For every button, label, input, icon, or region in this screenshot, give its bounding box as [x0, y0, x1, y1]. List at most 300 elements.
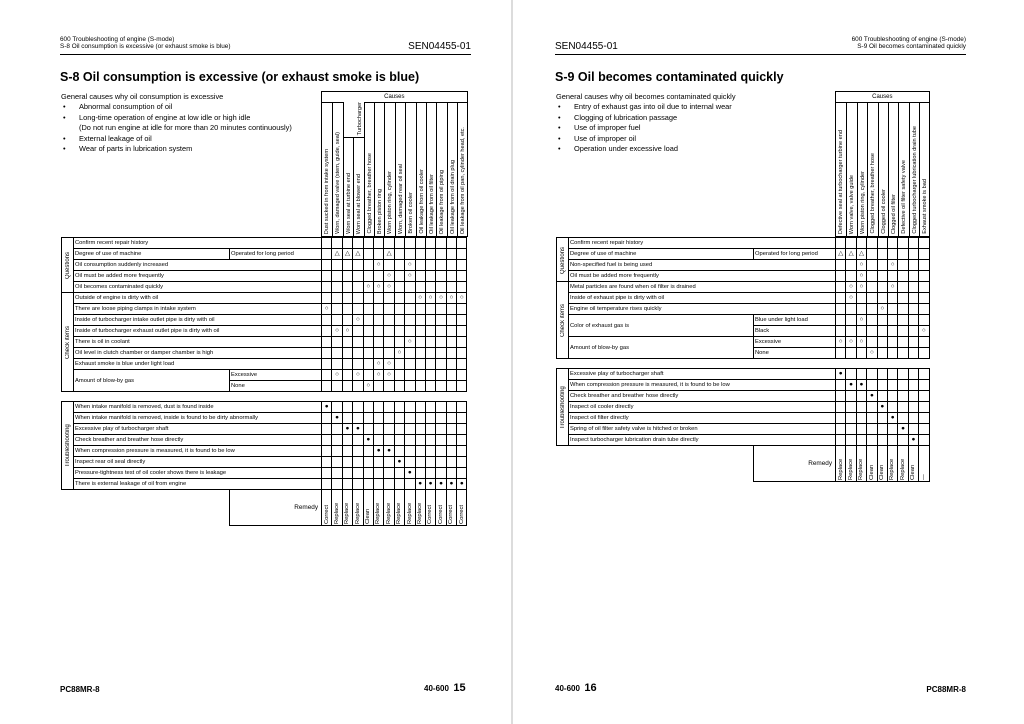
- mark-cell: [877, 293, 887, 304]
- mark-cell: [898, 304, 908, 315]
- cause-label: Worn piston ring, cylinder: [859, 170, 866, 234]
- row-label: Excessive play of turbocharger shaft: [74, 424, 322, 435]
- mark-cell: [436, 249, 446, 260]
- mark-cell: [405, 370, 415, 381]
- mark-cell: [353, 457, 363, 468]
- mark-cell: [446, 446, 456, 457]
- cause-column-header: [332, 102, 342, 236]
- mark-cell: ○: [887, 260, 897, 271]
- general-causes-title: General causes why oil becomes contaminated quickly: [556, 92, 736, 101]
- mark-cell: [846, 424, 856, 435]
- header-subsection: S-8 Oil consumption is excessive (or exhaust smoke is blue): [60, 43, 231, 50]
- remedy-label: Remedy: [230, 490, 322, 526]
- row-sublabel: Operated for long period: [754, 249, 836, 260]
- cause-column-header: [919, 102, 929, 236]
- remedy-cell: Replace: [394, 490, 404, 526]
- mark-cell: [405, 315, 415, 326]
- mark-cell: [856, 369, 866, 380]
- row-sublabel: Operated for long period: [230, 249, 322, 260]
- mark-cell: [898, 326, 908, 337]
- remedy-cell: Replace: [332, 490, 342, 526]
- mark-cell: [877, 282, 887, 293]
- mark-cell: [373, 479, 383, 490]
- cause-column-header: [447, 102, 457, 236]
- mark-cell: ●: [887, 413, 897, 424]
- mark-cell: [322, 348, 332, 359]
- mark-cell: [919, 424, 929, 435]
- mark-cell: [836, 271, 846, 282]
- cause-label: Worn seal at turbine end: [345, 173, 352, 234]
- cause-label: Clogged turbocharger lubrication drain tube: [911, 126, 918, 234]
- mark-cell: ●: [856, 380, 866, 391]
- mark-cell: [919, 348, 929, 359]
- row-label: Engine oil temperature rises quickly: [569, 304, 836, 315]
- cause-label: Broken piston ring: [377, 188, 383, 234]
- mark-cell: [384, 402, 394, 413]
- mark-cell: [887, 249, 897, 260]
- mark-cell: [425, 370, 435, 381]
- mark-cell: [877, 337, 887, 348]
- mark-cell: [836, 413, 846, 424]
- mark-cell: ○: [384, 370, 394, 381]
- mark-cell: ○: [415, 293, 425, 304]
- mark-cell: [898, 435, 908, 446]
- row-label: Amount of blow-by gas: [74, 370, 230, 392]
- mark-cell: [384, 304, 394, 315]
- mark-cell: [446, 370, 456, 381]
- mark-cell: ●: [405, 468, 415, 479]
- mark-cell: [342, 381, 352, 392]
- mark-cell: ●: [353, 424, 363, 435]
- table-row: [62, 249, 467, 260]
- mark-cell: [415, 337, 425, 348]
- mark-cell: [332, 238, 342, 249]
- mark-cell: ●: [384, 446, 394, 457]
- mark-cell: [436, 381, 446, 392]
- row-label: Pressure-tightness test of oil cooler shows there is leakage: [74, 468, 322, 479]
- table-row: [62, 370, 467, 381]
- mark-cell: [436, 337, 446, 348]
- mark-cell: [425, 424, 435, 435]
- cause-column-header: [395, 102, 405, 236]
- remedy-cell: Correct: [425, 490, 435, 526]
- mark-cell: [425, 326, 435, 337]
- general-cause-item: • Use of improper oil: [556, 134, 818, 144]
- mark-cell: ●: [867, 391, 877, 402]
- mark-cell: ○: [322, 304, 332, 315]
- mark-cell: [322, 413, 332, 424]
- mark-cell: [353, 260, 363, 271]
- mark-cell: ●: [342, 424, 352, 435]
- remedy-cell: Replace: [415, 490, 425, 526]
- mark-cell: [373, 468, 383, 479]
- remedy-row: [557, 446, 930, 482]
- page-header: [60, 36, 471, 55]
- mark-cell: [877, 326, 887, 337]
- mark-cell: [898, 282, 908, 293]
- mark-cell: ●: [415, 479, 425, 490]
- mark-cell: [353, 468, 363, 479]
- mark-cell: ●: [457, 479, 467, 490]
- mark-cell: [898, 369, 908, 380]
- general-cause-item: • Wear of parts in lubrication system: [61, 144, 323, 154]
- mark-cell: ○: [856, 260, 866, 271]
- general-cause-item: • Abnormal consumption of oil: [61, 102, 323, 112]
- mark-cell: [353, 282, 363, 293]
- mark-cell: [856, 391, 866, 402]
- mark-cell: [908, 402, 918, 413]
- mark-cell: [415, 457, 425, 468]
- mark-cell: [898, 391, 908, 402]
- mark-cell: ○: [373, 260, 383, 271]
- group-check-items: Check items: [62, 293, 74, 392]
- mark-cell: [373, 315, 383, 326]
- mark-cell: [436, 271, 446, 282]
- mark-cell: [436, 402, 446, 413]
- row-label: Degree of use of machine: [74, 249, 230, 260]
- mark-cell: [446, 337, 456, 348]
- mark-cell: [394, 435, 404, 446]
- header-doc-code: SEN04455-01: [408, 41, 471, 52]
- mark-cell: [457, 249, 467, 260]
- mark-cell: [877, 348, 887, 359]
- mark-cell: ○: [836, 337, 846, 348]
- mark-cell: [908, 249, 918, 260]
- remedy-row: [62, 490, 467, 526]
- mark-cell: [877, 413, 887, 424]
- mark-cell: [322, 238, 332, 249]
- mark-cell: [373, 238, 383, 249]
- mark-cell: [856, 293, 866, 304]
- mark-cell: [322, 282, 332, 293]
- mark-cell: △: [836, 249, 846, 260]
- mark-cell: [877, 369, 887, 380]
- mark-cell: [373, 337, 383, 348]
- mark-cell: [342, 238, 352, 249]
- mark-cell: [898, 238, 908, 249]
- cause-label: Broken oil cooler: [408, 192, 415, 234]
- mark-cell: [394, 326, 404, 337]
- mark-cell: [836, 315, 846, 326]
- mark-cell: [436, 304, 446, 315]
- mark-cell: [363, 370, 373, 381]
- mark-cell: [332, 359, 342, 370]
- mark-cell: [446, 326, 456, 337]
- footer-model: PC88MR-8: [926, 685, 966, 694]
- mark-cell: [322, 479, 332, 490]
- cause-column-header: [322, 102, 332, 236]
- mark-cell: [363, 238, 373, 249]
- mark-cell: [332, 293, 342, 304]
- mark-cell: [457, 315, 467, 326]
- mark-cell: [919, 391, 929, 402]
- mark-cell: [425, 457, 435, 468]
- mark-cell: [887, 391, 897, 402]
- mark-cell: [836, 282, 846, 293]
- mark-cell: [436, 282, 446, 293]
- cause-column-header: [405, 102, 415, 236]
- mark-cell: [908, 424, 918, 435]
- mark-cell: [836, 424, 846, 435]
- row-label: Check breather and breather hose directly: [74, 435, 322, 446]
- mark-cell: [877, 424, 887, 435]
- mark-cell: [405, 326, 415, 337]
- mark-cell: [342, 435, 352, 446]
- cause-label: Worn valve, valve guide: [849, 174, 856, 234]
- mark-cell: [877, 315, 887, 326]
- mark-cell: [332, 271, 342, 282]
- mark-cell: ○: [363, 282, 373, 293]
- turbocharger-group-header: [343, 102, 364, 138]
- mark-cell: [405, 359, 415, 370]
- cause-column-header: [384, 102, 394, 236]
- mark-cell: [446, 238, 456, 249]
- mark-cell: [425, 249, 435, 260]
- mark-cell: [898, 315, 908, 326]
- mark-cell: [394, 260, 404, 271]
- mark-cell: [425, 402, 435, 413]
- mark-cell: [405, 381, 415, 392]
- mark-cell: [384, 381, 394, 392]
- remedy-cell: Replace: [846, 446, 856, 482]
- mark-cell: [394, 293, 404, 304]
- mark-cell: △: [353, 249, 363, 260]
- mark-cell: [919, 249, 929, 260]
- mark-cell: [867, 413, 877, 424]
- mark-cell: ○: [363, 381, 373, 392]
- mark-cell: [908, 326, 918, 337]
- remedy-cell: Replace: [353, 490, 363, 526]
- mark-cell: ●: [322, 402, 332, 413]
- mark-cell: [887, 348, 897, 359]
- row-label: Inspect oil cooler directly: [569, 402, 836, 413]
- turbocharger-label: Turbocharger: [356, 101, 363, 135]
- row-label: There are loose piping clamps in intake system: [74, 304, 322, 315]
- mark-cell: [919, 435, 929, 446]
- group-questions: Questions: [62, 238, 74, 293]
- mark-cell: [908, 238, 918, 249]
- general-cause-item: • Use of improper fuel: [556, 123, 818, 133]
- mark-cell: [353, 479, 363, 490]
- mark-cell: [425, 435, 435, 446]
- mark-cell: [425, 413, 435, 424]
- table-row: [557, 249, 930, 260]
- mark-cell: [846, 348, 856, 359]
- mark-cell: [846, 402, 856, 413]
- mark-cell: [353, 348, 363, 359]
- cause-label: Worn, damaged valve (stem, guide, seal): [335, 132, 342, 234]
- mark-cell: [394, 337, 404, 348]
- mark-cell: [373, 326, 383, 337]
- mark-cell: [856, 402, 866, 413]
- mark-cell: [446, 304, 456, 315]
- row-label: Confirm recent repair history: [74, 238, 322, 249]
- mark-cell: [436, 370, 446, 381]
- row-label: Excessive play of turbocharger shaft: [569, 369, 836, 380]
- table-row: [62, 304, 467, 315]
- troubleshooting-table: [556, 237, 929, 482]
- footer-page: [424, 682, 466, 694]
- mark-cell: [353, 446, 363, 457]
- mark-cell: [836, 391, 846, 402]
- page-15: [0, 0, 511, 724]
- mark-cell: [415, 304, 425, 315]
- mark-cell: [436, 359, 446, 370]
- mark-cell: ○: [846, 337, 856, 348]
- row-sublabel: Excessive: [754, 337, 836, 348]
- mark-cell: [846, 369, 856, 380]
- remedy-cell: Replace: [373, 490, 383, 526]
- mark-cell: [373, 293, 383, 304]
- mark-cell: [846, 315, 856, 326]
- mark-cell: ○: [856, 271, 866, 282]
- mark-cell: [867, 282, 877, 293]
- mark-cell: [919, 337, 929, 348]
- mark-cell: [353, 271, 363, 282]
- mark-cell: [425, 304, 435, 315]
- causes-label: Causes: [322, 92, 467, 103]
- mark-cell: [836, 402, 846, 413]
- mark-cell: ○: [405, 260, 415, 271]
- remedy-cell: Replace: [342, 490, 352, 526]
- mark-cell: [856, 304, 866, 315]
- mark-cell: ●: [836, 369, 846, 380]
- mark-cell: ○: [342, 326, 352, 337]
- mark-cell: ○: [877, 304, 887, 315]
- mark-cell: ○: [332, 326, 342, 337]
- header-subsection: S-9 Oil becomes contaminated quickly: [857, 43, 966, 50]
- remedy-cell: Replace: [887, 446, 897, 482]
- cause-column-header: [836, 102, 846, 236]
- mark-cell: [846, 304, 856, 315]
- mark-cell: [446, 435, 456, 446]
- mark-cell: [446, 315, 456, 326]
- group-troubleshooting: Troubleshooting: [62, 402, 74, 490]
- mark-cell: [363, 271, 373, 282]
- mark-cell: [405, 479, 415, 490]
- cause-column-header: [878, 102, 888, 236]
- mark-cell: [415, 260, 425, 271]
- mark-cell: [919, 271, 929, 282]
- remedy-cell: Correct: [457, 490, 467, 526]
- mark-cell: [394, 304, 404, 315]
- mark-cell: △: [846, 249, 856, 260]
- footer-section: 40-600: [424, 684, 449, 693]
- mark-cell: [846, 391, 856, 402]
- row-sublabel: None: [754, 348, 836, 359]
- mark-cell: [457, 282, 467, 293]
- mark-cell: [446, 457, 456, 468]
- mark-cell: [436, 260, 446, 271]
- page-16: [513, 0, 1024, 724]
- mark-cell: [446, 413, 456, 424]
- mark-cell: [384, 326, 394, 337]
- mark-cell: [353, 381, 363, 392]
- mark-cell: ●: [332, 413, 342, 424]
- cause-label: Defective oil filter safety valve: [901, 160, 908, 234]
- mark-cell: [415, 468, 425, 479]
- mark-cell: [384, 315, 394, 326]
- mark-cell: [342, 359, 352, 370]
- mark-cell: [405, 238, 415, 249]
- mark-cell: △: [332, 249, 342, 260]
- mark-cell: [856, 238, 866, 249]
- mark-cell: [322, 315, 332, 326]
- mark-cell: [846, 326, 856, 337]
- mark-cell: [425, 446, 435, 457]
- mark-cell: ●: [446, 479, 456, 490]
- mark-cell: [342, 348, 352, 359]
- remedy-label: Remedy: [754, 446, 836, 482]
- mark-cell: [415, 413, 425, 424]
- mark-cell: [898, 293, 908, 304]
- mark-cell: [425, 381, 435, 392]
- cause-column-header: [436, 102, 446, 236]
- row-label: There is oil in coolant: [74, 337, 322, 348]
- mark-cell: [856, 435, 866, 446]
- mark-cell: [332, 479, 342, 490]
- group-questions: Questions: [557, 238, 569, 282]
- header-section: 600 Troubleshooting of engine (S-mode): [851, 36, 966, 43]
- mark-cell: [908, 369, 918, 380]
- page-number: 16: [584, 682, 597, 694]
- section-gap: [62, 392, 467, 402]
- table-row: [557, 435, 930, 446]
- mark-cell: ○: [332, 370, 342, 381]
- table-row: [62, 260, 467, 271]
- mark-cell: [867, 337, 877, 348]
- mark-cell: [394, 413, 404, 424]
- mark-cell: [436, 424, 446, 435]
- mark-cell: [898, 348, 908, 359]
- mark-cell: ○: [384, 271, 394, 282]
- table-row: [557, 238, 930, 249]
- mark-cell: ○: [867, 348, 877, 359]
- mark-cell: [332, 446, 342, 457]
- mark-cell: [353, 238, 363, 249]
- row-label: Oil consumption suddenly increased: [74, 260, 322, 271]
- page-title: S-9 Oil becomes contaminated quickly: [555, 70, 784, 84]
- mark-cell: [322, 457, 332, 468]
- table-row: [62, 238, 467, 249]
- mark-cell: [898, 413, 908, 424]
- mark-cell: [332, 381, 342, 392]
- mark-cell: [908, 413, 918, 424]
- mark-cell: [342, 370, 352, 381]
- mark-cell: [908, 391, 918, 402]
- mark-cell: [836, 348, 846, 359]
- causes-header: [321, 91, 468, 237]
- general-cause-item: • External leakage of oil: [61, 134, 323, 144]
- mark-cell: [836, 293, 846, 304]
- row-label: Check breather and breather hose directly: [569, 391, 836, 402]
- causes-label: Causes: [836, 92, 929, 103]
- group-troubleshooting: Troubleshooting: [557, 369, 569, 446]
- mark-cell: [384, 424, 394, 435]
- mark-cell: [436, 446, 446, 457]
- mark-cell: [415, 238, 425, 249]
- mark-cell: [405, 304, 415, 315]
- mark-cell: [384, 413, 394, 424]
- mark-cell: △: [342, 249, 352, 260]
- mark-cell: [436, 457, 446, 468]
- mark-cell: ○: [373, 282, 383, 293]
- troubleshooting-table: [61, 237, 467, 526]
- mark-cell: [363, 446, 373, 457]
- mark-cell: [353, 337, 363, 348]
- table-row: [557, 391, 930, 402]
- mark-cell: [363, 315, 373, 326]
